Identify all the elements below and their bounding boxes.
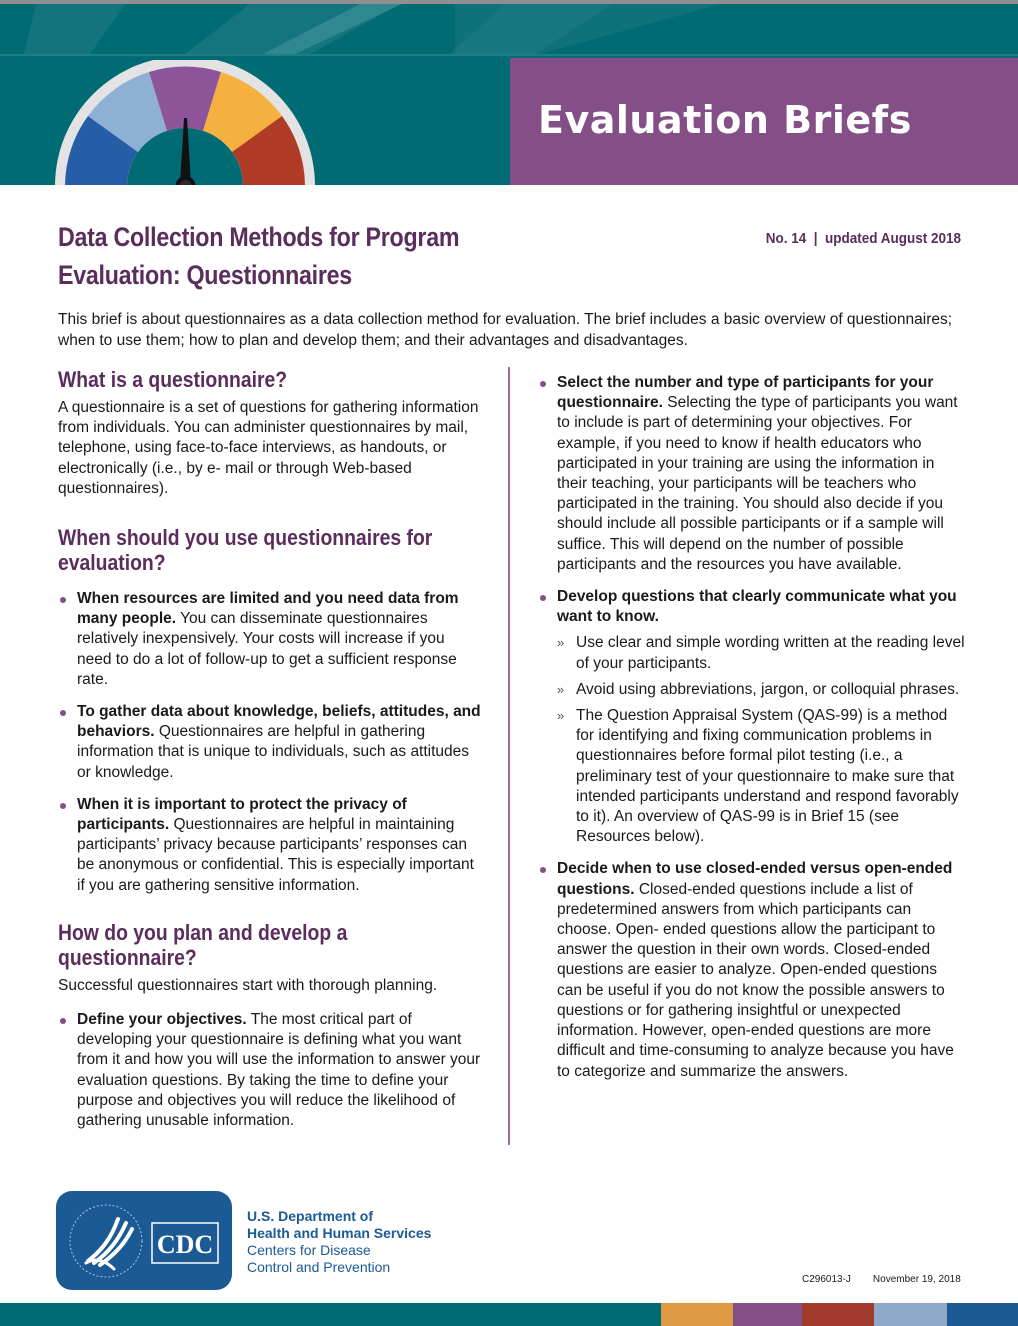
header-divider — [0, 54, 1018, 56]
plan-develop-list — [58, 1010, 483, 1131]
footer-meta — [802, 1274, 961, 1285]
bullet-text: Selecting the type of participants you want to include is part of determining your objectives. For example, if you need to know if health educators who participated in your training are using the information in their teaching, your participants will be teachers who participated in the training. You should also decide if you should include all possible participants or if a sample will suffice. This will depend on the number of possible participants and the resources you have available. — [557, 394, 958, 573]
bullet-lead: Decide when to use closed-ended versus open-ended questions. — [557, 860, 953, 898]
sub-list-item: » The Question Appraisal System (QAS-99) is a method for identifying and fixing communication problems in questionnaires before formal pilot testing (i.e., a preliminary test of your questionnaire to make sure that intended participants understand and respond favorably to it). An overview of QAS-99 is in Brief 15 (see Resources below). — [557, 706, 966, 847]
bullet-lead: When it is important to protect the privacy of participants. — [77, 795, 407, 834]
document-title — [58, 218, 505, 294]
plan-develop-list-continued — [538, 373, 966, 1082]
bottom-color-bar — [0, 1303, 1018, 1326]
list-item — [58, 589, 483, 690]
column-divider — [508, 367, 510, 1145]
bar-segment-blue — [947, 1303, 1018, 1326]
brand-box — [510, 58, 1018, 185]
bullet-lead: Select the number and type of participants for your questionnaire. — [557, 374, 934, 412]
when-to-use-list — [58, 589, 483, 896]
list-item — [58, 702, 483, 783]
list-item — [538, 859, 966, 1081]
header-banner — [0, 4, 1018, 185]
bullet-lead: To gather data about knowledge, beliefs, attitudes, and behaviors. — [77, 703, 481, 741]
document-code: C296013-J — [802, 1274, 851, 1285]
document-title-line2: Evaluation: Questionnaires — [58, 260, 352, 290]
list-item — [58, 1010, 483, 1131]
right-column — [538, 367, 966, 1094]
document-meta: No. 14 | updated August 2018 — [765, 230, 961, 247]
cdc-logo-text: CDC — [156, 1230, 214, 1259]
section-heading-what-is: What is a questionnaire? — [58, 367, 288, 392]
bar-segment-red — [802, 1303, 874, 1326]
agency-line3: Centers for Disease — [247, 1242, 371, 1258]
section-heading-when-to-use: When should you use questionnaires for evaluation? — [58, 525, 433, 576]
intro-paragraph: This brief is about questionnaires as a data collection method for evaluation. The brief includes a basic overview of questionnaires; when to use them; how to plan and develop them; and their advantages and disadvantages. — [58, 311, 953, 349]
hhs-eagle-icon — [56, 1191, 232, 1290]
sub-list — [557, 633, 966, 847]
header-stripes-decoration — [0, 4, 1018, 54]
section-body-what-is: A questionnaire is a set of questions for gathering information from individuals. You can administer questionnaires by mail, telephone, using face-to-face interviews, as handouts, or electronically (i.e., by e- mail or through Web-based questionnaires). — [58, 399, 479, 497]
bar-segment-lightblue — [874, 1303, 947, 1326]
left-column — [58, 367, 483, 1143]
bullet-text: You can disseminate questionnaires relatively inexpensively. Your costs will increase if you need to do a lot of follow-up to get a sufficient response rate. — [77, 610, 457, 688]
list-item — [58, 795, 483, 896]
section-heading-plan-develop: How do you plan and develop a questionnaire? — [58, 919, 348, 970]
agency-line1: U.S. Department of — [247, 1208, 374, 1224]
publication-date: November 19, 2018 — [872, 1274, 961, 1285]
agency-line4: Control and Prevention — [247, 1259, 391, 1275]
brand-title: Evaluation Briefs — [538, 98, 912, 142]
bullet-text: Questionnaires are helpful in gathering information that is unique to individuals, such as attitudes or knowledge. — [77, 723, 470, 781]
bullet-text: Closed-ended questions include a list of predetermined answers from which participants can choose. Open- ended questions allow the participant to answer the question in their own words. Closed-ended questions are easier to analyze. Open-ended questions can be useful if you do not know the possible answers to questions or for gathering insightful or unexpected information. However, open-ended questions are more difficult and time-consuming to analyze because you have to categorize and summarize the answers. — [557, 880, 954, 1080]
bullet-lead: Define your objectives. — [77, 1011, 247, 1029]
bullet-text: The most critical part of developing your questionnaire is defining what you want from it and how you will use the information to answer your evaluation questions. By taking the time to define your purpose and objectives you will reduce the likelihood of gathering unusable information. — [77, 1011, 481, 1130]
agency-line2: Health and Human Services — [247, 1225, 432, 1241]
bullet-lead: Develop questions that clearly communicate what you want to know. — [557, 588, 957, 626]
bullet-lead: When resources are limited and you need data from many people. — [77, 590, 459, 628]
bullet-text: Questionnaires are helpful in maintaining participants’ privacy because participants’ responses can be anonymous or confidential. This is especially important if you are gathering sensitive information. — [77, 816, 474, 894]
gauge-icon — [50, 60, 320, 185]
hhs-cdc-logo — [56, 1191, 232, 1290]
section-body-plan-develop: Successful questionnaires start with thorough planning. — [58, 976, 438, 994]
sub-list-item: » Use clear and simple wording written at the reading level of your participants. — [557, 633, 966, 673]
document-title-line1: Data Collection Methods for Program — [58, 222, 460, 252]
bar-segment-teal — [0, 1303, 661, 1326]
list-item — [538, 587, 966, 847]
bar-segment-orange — [661, 1303, 733, 1326]
sub-list-item: » Avoid using abbreviations, jargon, or colloquial phrases. — [557, 680, 966, 700]
bar-segment-purple — [733, 1303, 802, 1326]
agency-name — [247, 1208, 431, 1276]
list-item — [538, 373, 966, 575]
